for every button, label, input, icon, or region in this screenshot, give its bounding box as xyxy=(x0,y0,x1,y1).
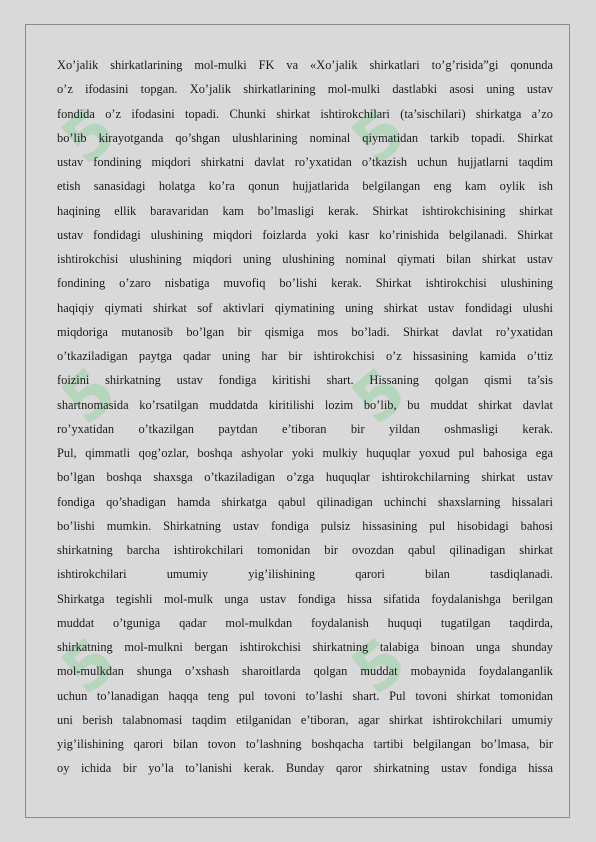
text-line: oy ichida bir yo’la to’lanishi kerak. Bunday qaror shirkatning ustav fondiga hissa xyxy=(57,761,553,776)
text-line: foizini shirkatning ustav fondiga kiritishi shart. Hissaning qolgan qismi ta’sis xyxy=(57,373,553,388)
text-line: Pul, qimmatli qog’ozlar, boshqa ashyolar yoki mulkiy huquqlar yoxud pul bahosiga ega xyxy=(57,446,553,460)
text-line: fondining o’zaro nisbatiga muvofiq bo’lishi kerak. Shirkat ishtirokchisi ulushining xyxy=(57,276,553,291)
text-line: ro’yxatidan o’tkazilgan paytdan e’tiboran bir yildan oshmasligi kerak. xyxy=(57,421,553,436)
text-line: o’z ifodasini topgan. Xo’jalik shirkatlarining mol-mulki dastlabki asosi uning ustav xyxy=(57,82,553,97)
text-line: Xo’jalik shirkatlarining mol-mulki FK va «Xo’jalik shirkatlari to’g’risida”gi qonunda xyxy=(57,58,553,72)
text-line: fondida o’z ifodasini topadi. Chunki shirkat ishtirokchilari (ta’sischilari) shirkatga a’zo xyxy=(57,106,553,121)
text-line: yig’ilishining qarori bilan tovon to’lashning boshqacha tartibi belgilangan bo’lmasa, bir xyxy=(57,737,553,751)
text-line: ishtirokchisi ulushining miqdori uning ulushining nominal qiymati bilan shirkat ustav xyxy=(57,252,553,266)
text-line: shirkatning barcha ishtirokchilari tomonidan bir ovozdan qabul qilinadigan shirkat xyxy=(57,543,553,557)
text-line: o’tkaziladigan paytga qadar uning har bir ishtirokchisi o’z hissasining kamida o’ttiz xyxy=(57,349,553,363)
text-line: muddat o’tguniga qadar mol-mulkdan foydalanish huquqi tugatilgan taqdirda, xyxy=(57,615,553,630)
text-line: uchun to’lanadigan haqqa teng pul tovoni to’lashi shart. Pul tovoni shirkat tomonidan xyxy=(57,688,553,703)
watermark-glyph: 5 xyxy=(338,612,434,710)
watermark-glyph: 5 xyxy=(338,82,434,180)
text-line: shirkatning mol-mulkni bergan ishtirokchisi shirkatning talabiga binoan unga shunday xyxy=(57,640,553,654)
text-line: Shirkatga tegishli mol-mulk unga ustav fondiga hissa sifatida foydalanishga berilgan xyxy=(57,591,553,606)
watermark-glyph: 5 xyxy=(48,612,144,710)
text-line: ustav fondining miqdori shirkatni davlat ro’yxatidan o’tkazish uchun hujjatlarni taqdim xyxy=(57,155,553,169)
text-line: fondiga qo’shadigan hamda shirkatga qabul qilinadigan uchinchi shaxslarning hissalari xyxy=(57,494,553,509)
watermark-glyph: 5 xyxy=(48,82,144,180)
text-line: mol-mulkdan shunga o’xshash sharoitlarda qolgan muddat mobaynida foydalanganlik xyxy=(57,664,553,679)
text-line: uni berish talabnomasi taqdim etilganidan e’tiboran, agar shirkat ishtirokchilari umumiy xyxy=(57,712,553,727)
watermark-glyph: 5 xyxy=(48,342,144,440)
text-line: bo’lishi mumkin. Shirkatning ustav fondiga pulsiz hissasining pul hisobidagi bahosi xyxy=(57,518,553,533)
text-line: ishtirokchilari umumiy yig’ilishining qarori bilan tasdiqlanadi. xyxy=(57,567,553,582)
text-line: miqdoriga mutanosib bo’lgan bir qismiga mos bo’ladi. Shirkat davlat ro’yxatidan xyxy=(57,324,553,339)
text-line: haqiqiy qiymati shirkat sof aktivlari qiymatining uning shirkat ustav fondidagi ulushi xyxy=(57,300,553,315)
text-line: etish sanasidagi holatga ko’ra qonun hujjatlarida belgilangan eng kam oylik ish xyxy=(57,179,553,194)
watermark-glyph: 5 xyxy=(338,342,434,440)
text-line: bo’lib kirayotganda qo’shgan ulushlarining nominal qiymatidan tarkib topadi. Shirkat xyxy=(57,130,553,145)
text-line: ustav fondidagi ulushining miqdori foizlarda yoki kasr ko’rinishida belgilanadi. Shirkat xyxy=(57,227,553,242)
document-body xyxy=(57,53,553,781)
text-line: haqining ellik baravaridan kam bo’lmasligi kerak. Shirkat ishtirokchisining shirkat xyxy=(57,203,553,218)
text-line: bo’lgan boshqa shaxsga o’tkaziladigan o’zga huquqlar ishtirokchilarning shirkat ustav xyxy=(57,470,553,485)
text-line: shartnomasida ko’rsatilgan muddatda kiritilishi lozim bo’lib, bu muddat shirkat davlat xyxy=(57,397,553,412)
